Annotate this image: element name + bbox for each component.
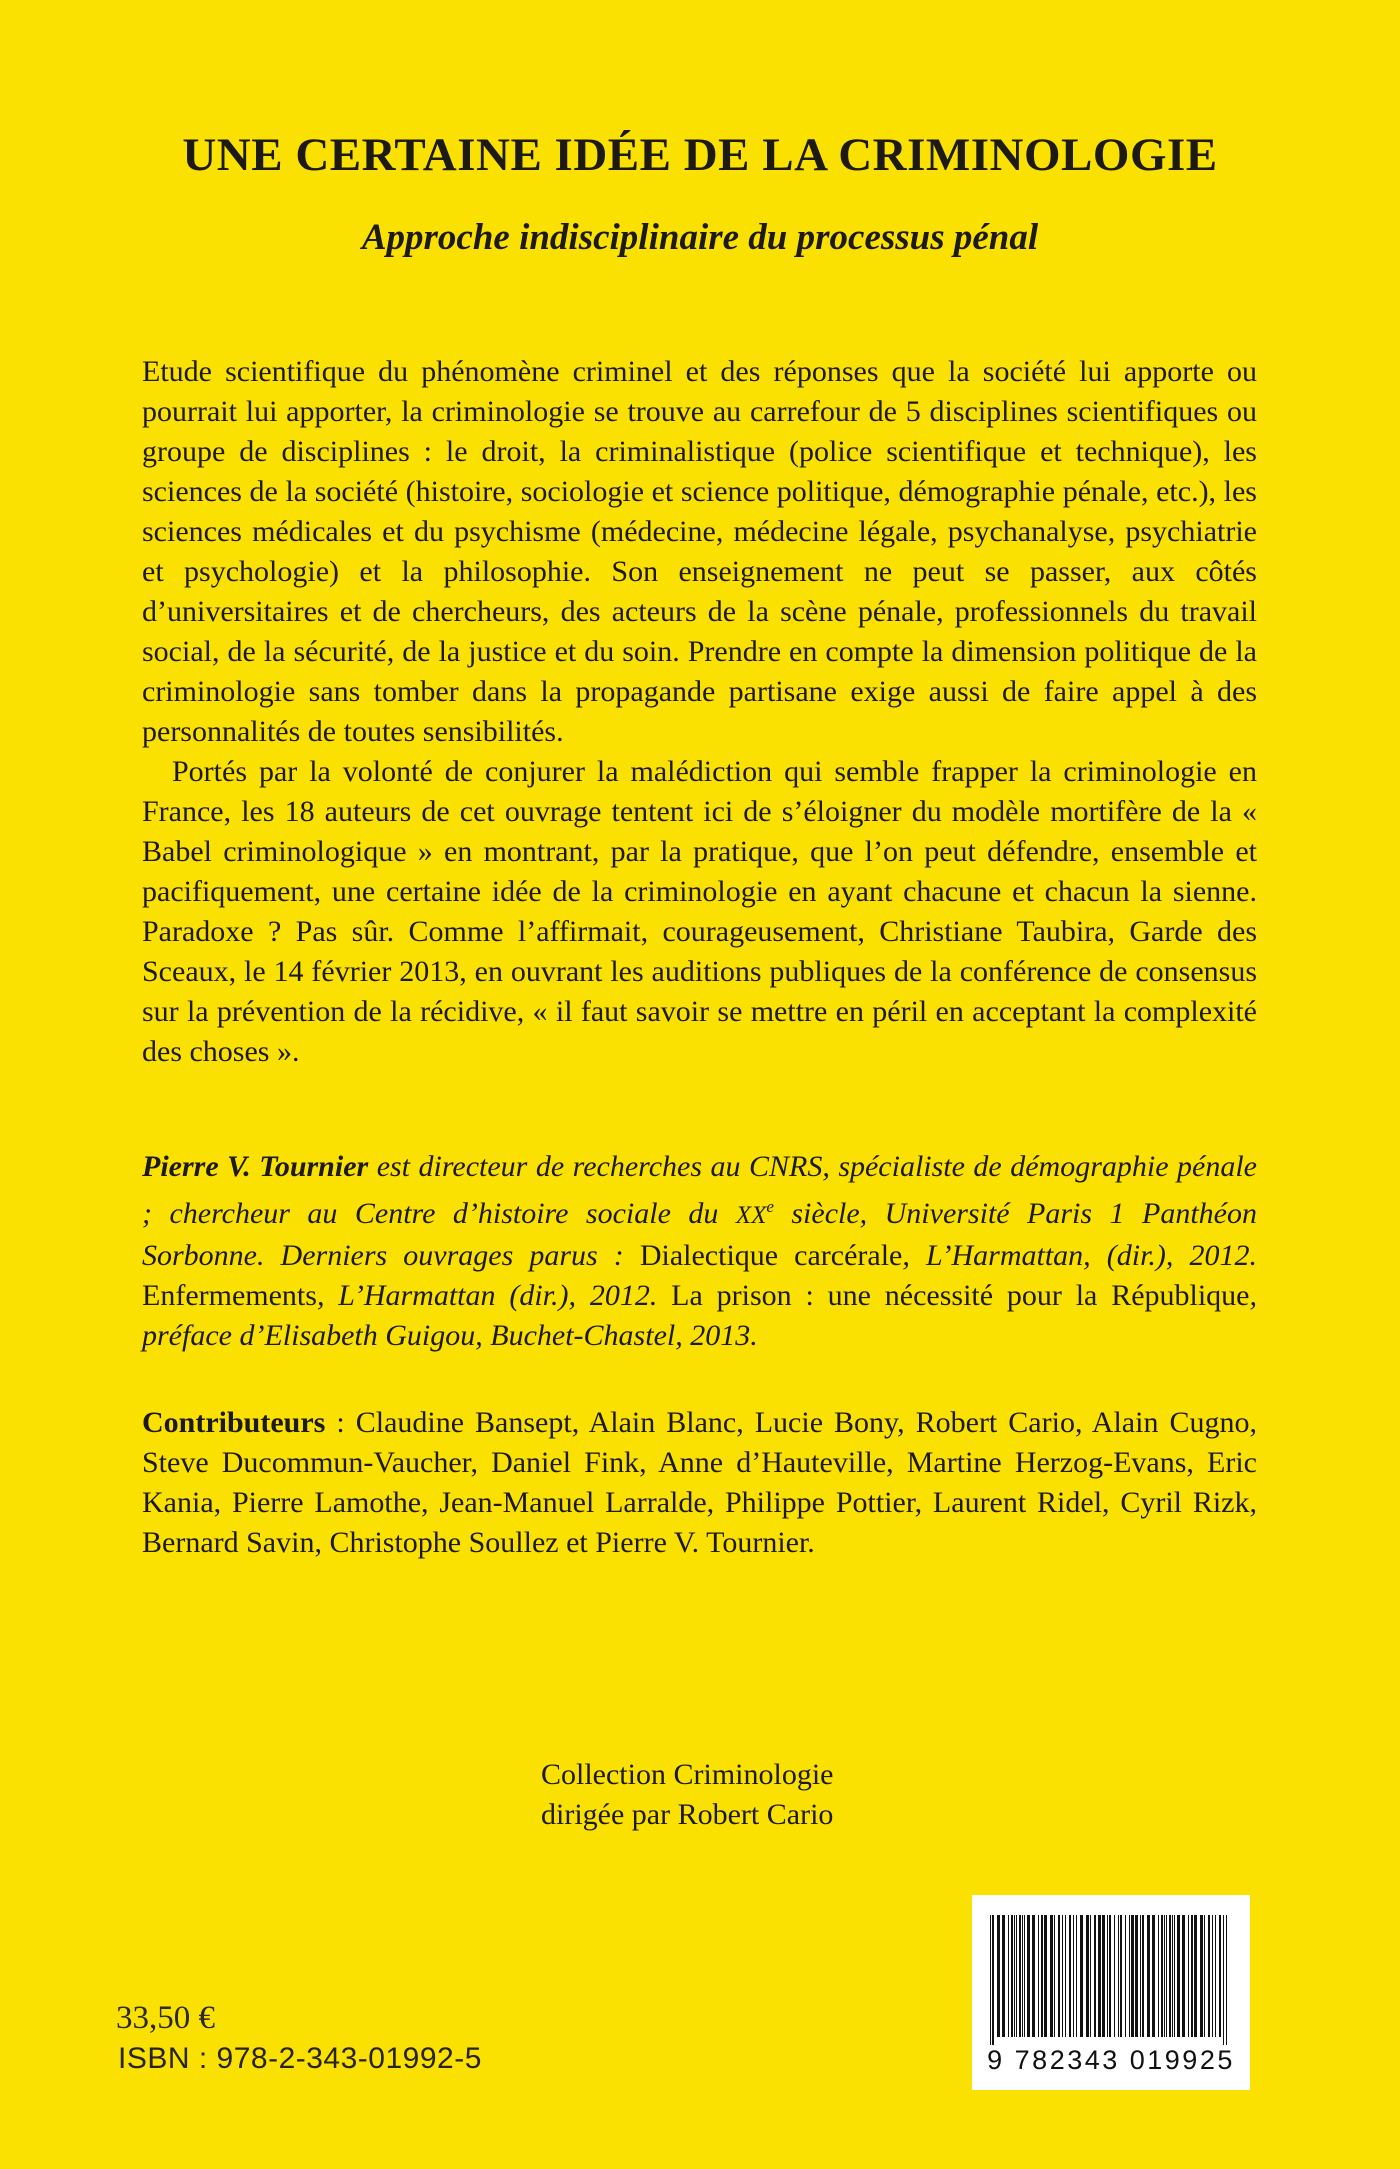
barcode-digits: 9 782343 019925 (987, 2045, 1235, 2075)
barcode-bar (1002, 1915, 1005, 2037)
barcode-bar (1041, 1915, 1043, 2037)
collection-director: dirigée par Robert Cario (541, 1798, 834, 1831)
barcode-bar (1169, 1915, 1171, 2037)
barcode-bar (1194, 1915, 1197, 2037)
barcode-bar (1098, 1915, 1101, 2037)
barcode-bar (1080, 1915, 1083, 2037)
barcode-bar (1054, 1915, 1055, 2037)
barcode-bar (992, 1915, 994, 2045)
barcode-bar (1014, 1915, 1015, 2037)
barcode-bar (1152, 1915, 1155, 2037)
barcode (972, 1895, 1250, 2090)
barcode-bar (1208, 1915, 1210, 2037)
book-title-2: Enfermements (142, 1279, 317, 1312)
barcode-bar (997, 1915, 1000, 2037)
barcode-bars (990, 1915, 1232, 2045)
barcode-bar (1182, 1915, 1185, 2037)
barcode-bar (990, 1915, 991, 2045)
barcode-bar (1050, 1915, 1053, 2037)
barcode-bar (1129, 1915, 1130, 2037)
book-title-1: Dialectique carcérale (639, 1239, 903, 1272)
barcode-bar (1131, 1915, 1134, 2037)
barcode-bar (1120, 1915, 1122, 2037)
barcode-bar (1114, 1915, 1115, 2037)
barcode-bar (1065, 1915, 1066, 2037)
collection-info (541, 1755, 833, 1835)
barcode-bar (1019, 1915, 1021, 2037)
author-bio: Pierre V. Tournier est directeur de recherches au CNRS, spécialiste de démographie pénale ; chercheur au Centre d’histoire sociale du XXe siècle, Université Paris 1 Panthéon Sorbonne. Derniers ouvrages parus : Dialectique carcérale, L’Harmattan, (dir.), 2012. Enfermements, L’Harmattan (dir.), 2012. La prison : une nécessité pour la République, préface d’Elisabeth Guigou, Buchet-Chastel, 2013. (142, 1150, 1258, 1352)
barcode-bar (1024, 1915, 1025, 2037)
barcode-bar (1166, 1915, 1167, 2037)
price: 33,50 € (116, 2000, 215, 2036)
barcode-bar (1032, 1915, 1035, 2037)
summary-paragraph-2: Portés par la volonté de conjurer la malédiction qui semble frapper la criminologie en France, les 18 auteurs de cet ouvrage tentent ici de s’éloigner du modèle mortifère de la « Babel criminologique » en montrant, par la pratique, que l’on peut défendre, ensemble et pacifiquement, une certaine idée de la criminologie en ayant chacune et chacun la sienne. Paradoxe ? Pas sûr. Comme l’affirmait, courageusement, Christiane Taubira, Garde des Sceaux, le 14 février 2013, en ouvrant les auditions publiques de la conférence de consensus sur la prévention de la récidive, « il faut savoir se mettre en péril en acceptant la complexité des choses ». (142, 755, 1257, 1068)
barcode-bar (1118, 1915, 1119, 2037)
barcode-bar (1164, 1915, 1165, 2037)
book-title-3: La prison : une nécessité pour la République (671, 1279, 1250, 1312)
contributors-list: : Claudine Bansept, Alain Blanc, Lucie Bony, Robert Cario, Alain Cugno, Steve Ducommun-Vaucher, Daniel Fink, Anne d’Hauteville, Martine Herzog-Evans, Eric Kania, Pierre Lamothe, Jean-Manuel Larralde, Philippe Pottier, Laurent Ridel, Cyril Rizk, Bernard Savin, Christophe Soullez et Pierre V. Tournier. (142, 1406, 1257, 1559)
barcode-bar (1027, 1915, 1030, 2037)
author-name: Pierre V. Tournier est directeur de recherches au CNRS, spécialiste de démographie pénale ; chercheur au Centre d’histoire sociale du XXe siècle, Université Paris 1 Panthéon Sorbonne. Derniers ouvrages parus : (142, 1150, 1257, 1272)
barcode-bar (1069, 1915, 1071, 2037)
barcode-bar (1125, 1915, 1126, 2037)
barcode-bar (1107, 1915, 1108, 2037)
barcode-bar (1109, 1915, 1111, 2037)
barcode-bar (1226, 1915, 1227, 2045)
barcode-bar (1073, 1915, 1074, 2037)
barcode-bar (1076, 1915, 1077, 2037)
barcode-bar (1044, 1915, 1047, 2037)
barcode-bar (1200, 1915, 1203, 2037)
barcode-bar (1086, 1915, 1089, 2037)
barcode-bar (1188, 1915, 1189, 2037)
barcode-bar (1219, 1915, 1221, 2037)
barcode-bar (1008, 1915, 1009, 2037)
barcode-bar (1142, 1915, 1144, 2037)
book-subtitle: Approche indisciplinaire du processus pénal (361, 217, 1039, 258)
barcode-bar (1062, 1915, 1063, 2037)
barcode-bar (1223, 1915, 1224, 2045)
barcode-bar (1090, 1915, 1091, 2037)
barcode-bar (1022, 1915, 1023, 2037)
isbn: ISBN : 978-2-343-01992-5 (118, 2042, 482, 2075)
barcode-bar (1147, 1915, 1150, 2037)
barcode-bar (1215, 1915, 1216, 2037)
barcode-bar (1177, 1915, 1180, 2037)
barcode-bar (1140, 1915, 1141, 2037)
barcode-bar (1016, 1915, 1017, 2037)
barcode-bar (1102, 1915, 1105, 2037)
barcode-bar (1204, 1915, 1205, 2037)
barcode-bar (1011, 1915, 1013, 2037)
barcode-bar (1172, 1915, 1173, 2037)
book-title: UNE CERTAINE IDÉE DE LA CRIMINOLOGIE (182, 129, 1218, 181)
contributors-label: Contributeurs (142, 1406, 326, 1439)
barcode-bar (1158, 1915, 1159, 2037)
barcode-bar (1135, 1915, 1138, 2037)
barcode-bar (1212, 1915, 1213, 2037)
barcode-bar (1094, 1915, 1096, 2037)
barcode-bar (1038, 1915, 1039, 2037)
contributors (142, 1403, 1257, 1563)
summary-paragraph-1: Etude scientifique du phénomène criminel et des réponses que la société lui apporte ou pourrait lui apporter, la criminologie se trouve au carrefour de 5 disciplines scientifiques ou groupe de disciplines : le droit, la criminalistique (police scientifique et technique), les sciences de la société (histoire, sociologie et science politique, démographie pénale, etc.), les sciences médicales et du psychisme (médecine, médecine légale, psychanalyse, psychiatrie et psychologie) et la philosophie. Son enseignement ne peut se passer, aux côtés d’universitaires et de chercheurs, des acteurs de la scène pénale, professionnels du travail social, de la sécurité, de la justice et du soin. Prendre en compte la dimension politique de la criminologie sans tomber dans la propagande partisane exige aussi de faire appel à des personnalités de toutes sensibilités. (142, 355, 1257, 748)
barcode-bar (1174, 1915, 1175, 2037)
barcode-bar (1161, 1915, 1163, 2037)
barcode-bar (1058, 1915, 1060, 2037)
collection-name: Collection Criminologie (541, 1758, 834, 1791)
barcode-bar (1191, 1915, 1193, 2037)
